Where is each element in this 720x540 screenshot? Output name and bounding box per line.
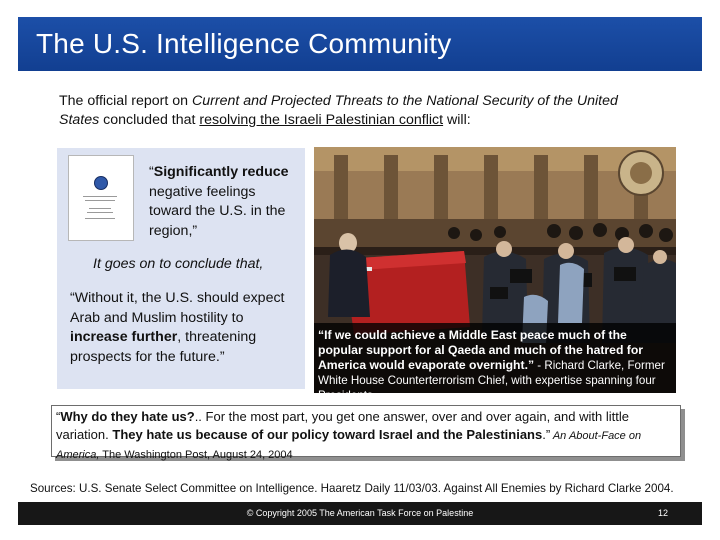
quote-hostility (70, 289, 302, 367)
hearing-photo (314, 147, 676, 402)
slide-title: The U.S. Intelligence Community (36, 28, 452, 59)
seal-icon (94, 176, 108, 190)
report-title: Current and Projected Threats to the National Security of the United States (59, 93, 618, 128)
quote-rest: negative feelings toward the U.S. in the region,” (149, 183, 286, 239)
thumbnail-line (85, 218, 115, 219)
page-number: 12 (657, 508, 668, 518)
copyright-text: © Copyright 2005 The American Task Force on Palestine (246, 508, 474, 518)
intro-text-3: will: (443, 112, 471, 128)
intro-text-1: The official report on (59, 93, 193, 109)
intro-text-2: concluded that (99, 112, 200, 128)
intro-underlined-phrase: resolving the Israeli Palestinian conflict (199, 112, 444, 128)
why-text-1: .. For the most part, you get one answer, over and over again, and with little variation. (56, 409, 629, 442)
footer-bar (18, 502, 702, 525)
quote-hostility-text-2: , threatening prospects for the future.” (70, 329, 257, 365)
why-quote-box (51, 405, 681, 461)
quote-hostility-text-1: “Without it, the U.S. should expect Arab and Muslim hostility to (70, 290, 285, 326)
title-bar (18, 17, 702, 71)
caption-quote: “If we could achieve a Middle East peace much of the popular support for al Qaeda and much of the hatred for America would evaporate overnight.” (318, 328, 644, 372)
sources-line: Sources: U.S. Senate Select Committee on Intelligence. Haaretz Daily 11/03/03. Against All Enemies by Richard Clarke 2004. (30, 482, 674, 495)
photo-caption (318, 328, 674, 403)
report-cover-thumbnail (68, 155, 134, 241)
why-source-title: An About-Face on America, (56, 429, 642, 461)
quote-conclusion-intro: It goes on to conclude that, (93, 256, 264, 272)
thumbnail-line (89, 208, 111, 209)
thumbnail-line (87, 212, 113, 213)
why-question: Why do they hate us? (60, 409, 195, 424)
why-source-publication: The Washington Post, August 24, 2004 (99, 449, 293, 461)
why-bold-answer: They hate us because of our policy toward Israel and the Palestinians (112, 426, 543, 442)
quote-reduce-feelings (149, 163, 299, 241)
why-open-mark: “ (56, 409, 61, 424)
quote-hostility-bold: increase further (70, 329, 178, 345)
thumbnail-line (85, 200, 115, 201)
quote-bold-phrase: Significantly reduce (153, 164, 289, 180)
why-text-2: .” (542, 426, 551, 442)
intro-paragraph (59, 92, 659, 130)
caption-attribution: - Richard Clarke, Former White House Counterterrorism Chief, with expertise spanning four Presidents (318, 359, 665, 402)
thumbnail-line (83, 196, 117, 197)
quote-open-mark: “ (149, 164, 154, 180)
